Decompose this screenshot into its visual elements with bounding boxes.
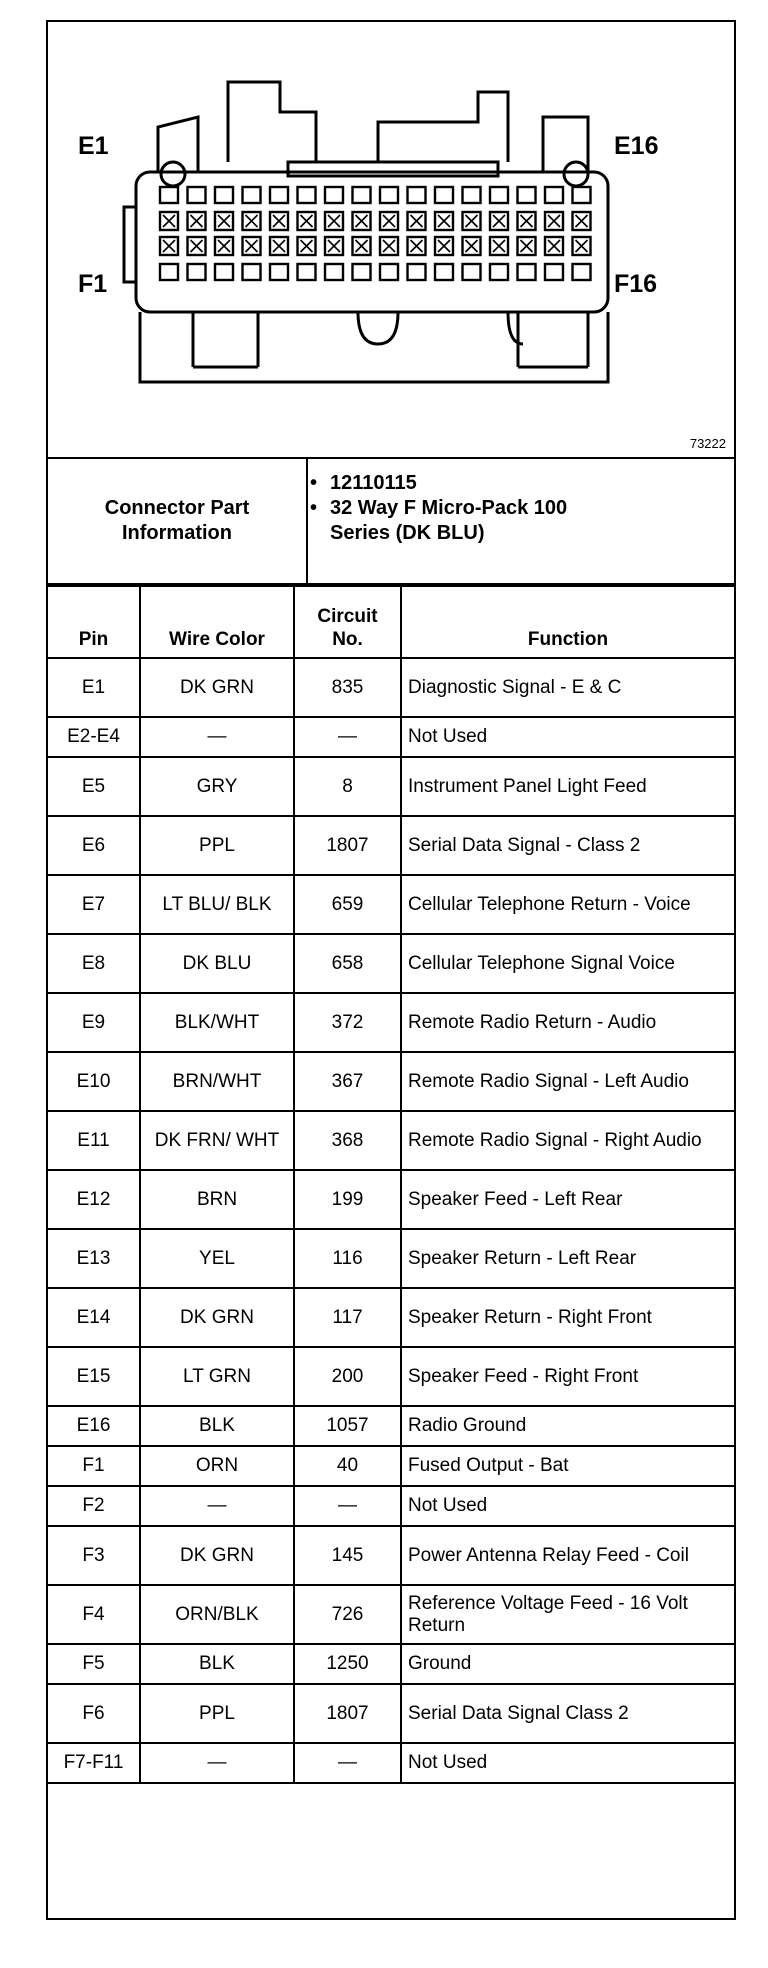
cell-pin: F7-F11 [48, 1743, 140, 1783]
cell-circuit-no: — [294, 1486, 401, 1526]
table-row [48, 757, 734, 816]
cavity-cross [438, 240, 450, 252]
cavity-mark [298, 187, 316, 203]
cell-function: Power Antenna Relay Feed - Coil [401, 1526, 734, 1585]
cell-pin: E8 [48, 934, 140, 993]
cell-pin: E14 [48, 1288, 140, 1347]
cavity-cross [576, 240, 588, 252]
cavity-cross [548, 215, 560, 227]
cell-function: Remote Radio Return - Audio [401, 993, 734, 1052]
cavity-mark [380, 187, 398, 203]
cavity-cross [163, 240, 175, 252]
label-f16: F16 [614, 270, 658, 298]
cell-circuit-no: 40 [294, 1446, 401, 1486]
table-row [48, 1288, 734, 1347]
cell-wire-color: DK FRN/ WHT [140, 1111, 294, 1170]
cell-function: Remote Radio Signal - Left Audio [401, 1052, 734, 1111]
cell-wire-color: PPL [140, 1684, 294, 1743]
cell-circuit-no: 367 [294, 1052, 401, 1111]
cell-wire-color: DK GRN [140, 1526, 294, 1585]
header-function: Function [401, 586, 734, 658]
cavity-cross [246, 240, 258, 252]
label-e1: E1 [78, 132, 109, 160]
cell-function: Speaker Feed - Left Rear [401, 1170, 734, 1229]
cell-wire-color: BRN/WHT [140, 1052, 294, 1111]
connector-info-label: Connector Part Information [48, 459, 308, 583]
header-wire-color: Wire Color [140, 586, 294, 658]
cavity-cross [191, 240, 203, 252]
table-row [48, 1111, 734, 1170]
cavity-mark [408, 264, 426, 280]
cell-pin: E1 [48, 658, 140, 717]
cavity-cross [438, 215, 450, 227]
bullet-part-number: • 12110115 [310, 472, 417, 494]
header-pin: Pin [48, 586, 140, 658]
cavity-mark [188, 187, 206, 203]
table-row [48, 658, 734, 717]
connector-drawing [48, 22, 734, 459]
cavity-cross [466, 240, 478, 252]
cavity-mark [573, 187, 591, 203]
cell-function: Serial Data Signal - Class 2 [401, 816, 734, 875]
cavity-mark [353, 264, 371, 280]
cavity-cross [218, 215, 230, 227]
cavity-cross [411, 215, 423, 227]
cell-pin: E7 [48, 875, 140, 934]
connector-skirt [140, 312, 608, 382]
cavity-cross [356, 240, 368, 252]
cell-pin: E2-E4 [48, 717, 140, 757]
cell-function: Cellular Telephone Return - Voice [401, 875, 734, 934]
right-latch [378, 92, 508, 162]
cell-pin: E9 [48, 993, 140, 1052]
cell-circuit-no: 200 [294, 1347, 401, 1406]
cell-function: Cellular Telephone Signal Voice [401, 934, 734, 993]
cell-circuit-no: 117 [294, 1288, 401, 1347]
cell-wire-color: LT BLU/ BLK [140, 875, 294, 934]
cell-wire-color: LT GRN [140, 1347, 294, 1406]
cell-function: Not Used [401, 1486, 734, 1526]
cavity-mark [490, 264, 508, 280]
cell-circuit-no: 8 [294, 757, 401, 816]
cell-circuit-no: 659 [294, 875, 401, 934]
cell-circuit-no: 835 [294, 658, 401, 717]
cell-function: Radio Ground [401, 1406, 734, 1446]
cell-function: Ground [401, 1644, 734, 1684]
cavity-mark [573, 264, 591, 280]
label-e16: E16 [614, 132, 659, 160]
cell-function: Not Used [401, 1743, 734, 1783]
cavity-mark [490, 187, 508, 203]
cell-pin: E16 [48, 1406, 140, 1446]
cavity-cross [521, 215, 533, 227]
cavity-mark [545, 264, 563, 280]
cavity-cross [466, 215, 478, 227]
table-row [48, 1446, 734, 1486]
cavity-cross [301, 215, 313, 227]
cavity-cross [356, 215, 368, 227]
cavity-mark [353, 187, 371, 203]
table-row [48, 1585, 734, 1644]
cell-circuit-no: 116 [294, 1229, 401, 1288]
cavity-cross [383, 240, 395, 252]
cell-function: Not Used [401, 717, 734, 757]
cell-function: Diagnostic Signal - E & C [401, 658, 734, 717]
cavity-mark [435, 187, 453, 203]
cell-wire-color: BLK [140, 1644, 294, 1684]
table-row [48, 1347, 734, 1406]
cavity-cross [493, 240, 505, 252]
cavity-mark [325, 187, 343, 203]
table-row [48, 1684, 734, 1743]
cell-wire-color: — [140, 1743, 294, 1783]
cell-function: Serial Data Signal Class 2 [401, 1684, 734, 1743]
cavity-cross [273, 240, 285, 252]
cavity-cross [521, 240, 533, 252]
left-latch [228, 82, 316, 162]
cell-function: Instrument Panel Light Feed [401, 757, 734, 816]
table-row [48, 934, 734, 993]
cell-function: Remote Radio Signal - Right Audio [401, 1111, 734, 1170]
cell-pin: F5 [48, 1644, 140, 1684]
cell-circuit-no: 145 [294, 1526, 401, 1585]
table-row [48, 1486, 734, 1526]
cavity-mark [160, 264, 178, 280]
cavity-cross [246, 215, 258, 227]
cell-circuit-no: 726 [294, 1585, 401, 1644]
pin-table [48, 585, 734, 1784]
cell-wire-color: GRY [140, 757, 294, 816]
cavity-mark [463, 264, 481, 280]
cell-circuit-no: 1250 [294, 1644, 401, 1684]
table-header-row [48, 586, 734, 658]
cavity-mark [435, 264, 453, 280]
cavity-cross [273, 215, 285, 227]
cell-pin: F1 [48, 1446, 140, 1486]
table-row [48, 875, 734, 934]
figure-number: 73222 [689, 436, 726, 451]
cell-wire-color: BLK [140, 1406, 294, 1446]
cavity-cross [576, 215, 588, 227]
cell-function: Reference Voltage Feed - 16 Volt Return [401, 1585, 734, 1644]
cell-wire-color: — [140, 717, 294, 757]
cell-circuit-no: 1057 [294, 1406, 401, 1446]
cell-function: Speaker Feed - Right Front [401, 1347, 734, 1406]
cell-pin: F6 [48, 1684, 140, 1743]
cell-pin: E5 [48, 757, 140, 816]
table-row [48, 993, 734, 1052]
cell-function: Fused Output - Bat [401, 1446, 734, 1486]
bullet-description: • 32 Way F Micro-Pack 100 Series (DK BLU) [310, 497, 568, 544]
cell-pin: E13 [48, 1229, 140, 1288]
cell-wire-color: — [140, 1486, 294, 1526]
cavity-mark [270, 264, 288, 280]
cell-circuit-no: — [294, 717, 401, 757]
cavity-cross [163, 215, 175, 227]
header-circuit-no: Circuit No. [294, 586, 401, 658]
cavity-mark [545, 187, 563, 203]
cell-circuit-no: 199 [294, 1170, 401, 1229]
cell-function: Speaker Return - Left Rear [401, 1229, 734, 1288]
cavity-cross [191, 215, 203, 227]
cell-wire-color: PPL [140, 816, 294, 875]
cavity-cross [411, 240, 423, 252]
cavity-mark [270, 187, 288, 203]
label-f1: F1 [78, 270, 108, 298]
cell-pin: E6 [48, 816, 140, 875]
cell-pin: F3 [48, 1526, 140, 1585]
cavity-mark [188, 264, 206, 280]
cavity-cross [383, 215, 395, 227]
cavity-cross [328, 215, 340, 227]
cavity-mark [463, 187, 481, 203]
cell-wire-color: DK GRN [140, 658, 294, 717]
table-row [48, 1052, 734, 1111]
table-row [48, 1170, 734, 1229]
cell-pin: E12 [48, 1170, 140, 1229]
cavity-cross [218, 240, 230, 252]
table-row [48, 1743, 734, 1783]
cavity-mark [408, 187, 426, 203]
connector-info-bullets [310, 471, 590, 546]
cavity-mark [298, 264, 316, 280]
cell-circuit-no: 368 [294, 1111, 401, 1170]
cell-wire-color: DK BLU [140, 934, 294, 993]
cavity-cross [493, 215, 505, 227]
table-row [48, 816, 734, 875]
cell-wire-color: BRN [140, 1170, 294, 1229]
connector-part-information [48, 459, 734, 585]
cavity-mark [243, 264, 261, 280]
table-row [48, 1644, 734, 1684]
cavity-mark [325, 264, 343, 280]
cavity-mark [243, 187, 261, 203]
cavity-mark [215, 264, 233, 280]
cavity-mark [160, 187, 178, 203]
cell-wire-color: BLK/WHT [140, 993, 294, 1052]
table-row [48, 1526, 734, 1585]
cell-wire-color: YEL [140, 1229, 294, 1288]
cavity-mark [215, 187, 233, 203]
cell-circuit-no: — [294, 1743, 401, 1783]
table-row [48, 1229, 734, 1288]
cell-circuit-no: 658 [294, 934, 401, 993]
cell-pin: F2 [48, 1486, 140, 1526]
cavity-mark [518, 187, 536, 203]
cell-wire-color: ORN [140, 1446, 294, 1486]
table-row [48, 717, 734, 757]
cell-pin: E10 [48, 1052, 140, 1111]
cell-circuit-no: 372 [294, 993, 401, 1052]
cell-circuit-no: 1807 [294, 1684, 401, 1743]
cell-wire-color: DK GRN [140, 1288, 294, 1347]
table-row [48, 1406, 734, 1446]
cavity-cross [301, 240, 313, 252]
connector-body [136, 172, 608, 312]
cell-function: Speaker Return - Right Front [401, 1288, 734, 1347]
connector-diagram [48, 22, 734, 459]
cavity-cross [548, 240, 560, 252]
cavity-cross [328, 240, 340, 252]
cell-circuit-no: 1807 [294, 816, 401, 875]
cell-pin: F4 [48, 1585, 140, 1644]
cell-pin: E11 [48, 1111, 140, 1170]
connector-page [46, 20, 736, 1920]
cell-pin: E15 [48, 1347, 140, 1406]
cavity-mark [518, 264, 536, 280]
cavity-mark [380, 264, 398, 280]
cell-wire-color: ORN/BLK [140, 1585, 294, 1644]
top-bar [288, 162, 498, 176]
